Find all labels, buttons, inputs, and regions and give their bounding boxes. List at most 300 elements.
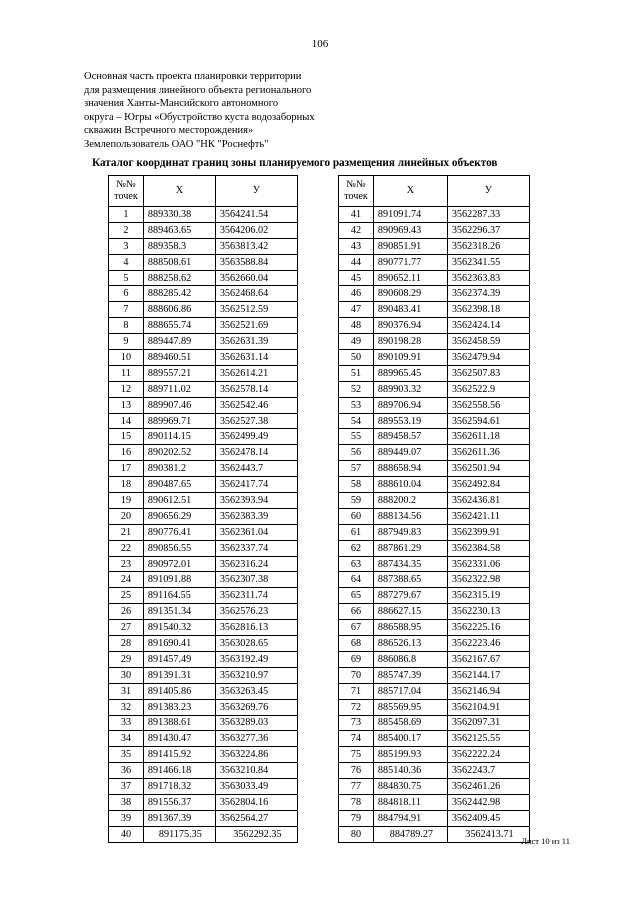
x-coordinate-cell: 888508.61 xyxy=(143,254,215,270)
y-coordinate-cell: 3562443.7 xyxy=(215,461,297,477)
point-number-cell: 79 xyxy=(339,810,374,826)
point-number-cell: 17 xyxy=(109,461,144,477)
y-coordinate-cell: 3562576.23 xyxy=(215,604,297,620)
x-coordinate-cell: 890198.28 xyxy=(373,334,447,350)
table-row xyxy=(109,763,298,779)
header-line: Основная часть проекта планировки территории xyxy=(84,71,302,82)
table-row xyxy=(109,461,298,477)
point-number-cell: 31 xyxy=(109,683,144,699)
table-row xyxy=(109,651,298,667)
x-coordinate-cell: 891718.32 xyxy=(143,779,215,795)
table-row xyxy=(109,477,298,493)
table-row xyxy=(109,524,298,540)
x-coordinate-cell: 889447.89 xyxy=(143,334,215,350)
table-row xyxy=(339,477,530,493)
table-row xyxy=(109,620,298,636)
point-number-cell: 39 xyxy=(109,810,144,826)
y-coordinate-cell: 3562146.94 xyxy=(447,683,529,699)
x-coordinate-cell: 891367.39 xyxy=(143,810,215,826)
point-number-cell: 24 xyxy=(109,572,144,588)
table-row xyxy=(339,207,530,223)
column-header-x: X xyxy=(373,176,447,207)
point-number-cell: 21 xyxy=(109,524,144,540)
point-number-cell: 70 xyxy=(339,667,374,683)
x-coordinate-cell: 888200.2 xyxy=(373,493,447,509)
point-number-cell: 69 xyxy=(339,651,374,667)
x-coordinate-cell: 891091.74 xyxy=(373,207,447,223)
table-row xyxy=(109,699,298,715)
x-coordinate-cell: 889711.02 xyxy=(143,381,215,397)
x-coordinate-cell: 891540.32 xyxy=(143,620,215,636)
x-coordinate-cell: 884794.91 xyxy=(373,810,447,826)
y-coordinate-cell: 3562614.21 xyxy=(215,365,297,381)
document-header xyxy=(84,70,384,152)
point-number-cell: 78 xyxy=(339,794,374,810)
y-coordinate-cell: 3562436.81 xyxy=(447,493,529,509)
x-coordinate-cell: 886086.8 xyxy=(373,651,447,667)
point-number-cell: 60 xyxy=(339,508,374,524)
table-row xyxy=(339,651,530,667)
x-coordinate-cell: 891415.92 xyxy=(143,747,215,763)
x-coordinate-cell: 890771.77 xyxy=(373,254,447,270)
y-coordinate-cell: 3562478.14 xyxy=(215,445,297,461)
x-coordinate-cell: 889449.07 xyxy=(373,445,447,461)
point-number-cell: 49 xyxy=(339,334,374,350)
point-number-cell: 3 xyxy=(109,238,144,254)
point-number-cell: 34 xyxy=(109,731,144,747)
table-row xyxy=(109,636,298,652)
point-number-cell: 46 xyxy=(339,286,374,302)
x-coordinate-cell: 890851.91 xyxy=(373,238,447,254)
table-row xyxy=(339,779,530,795)
point-number-cell: 9 xyxy=(109,334,144,350)
x-coordinate-cell: 884818.11 xyxy=(373,794,447,810)
y-coordinate-cell: 3562225.16 xyxy=(447,620,529,636)
point-number-cell: 51 xyxy=(339,365,374,381)
column-header-point-number: №№ точек xyxy=(339,176,374,207)
y-coordinate-cell: 3562393.94 xyxy=(215,493,297,509)
x-coordinate-cell: 890487.65 xyxy=(143,477,215,493)
table-row xyxy=(109,222,298,238)
table-row xyxy=(109,286,298,302)
table-row xyxy=(109,270,298,286)
y-coordinate-cell: 3562417.74 xyxy=(215,477,297,493)
table-row xyxy=(109,254,298,270)
point-number-cell: 7 xyxy=(109,302,144,318)
header-line: для размещения линейного объекта регионального xyxy=(84,84,312,96)
point-number-cell: 53 xyxy=(339,397,374,413)
point-number-cell: 4 xyxy=(109,254,144,270)
x-coordinate-cell: 891164.55 xyxy=(143,588,215,604)
y-coordinate-cell: 3562296.37 xyxy=(447,222,529,238)
point-number-cell: 80 xyxy=(339,826,374,842)
x-coordinate-cell: 885199.93 xyxy=(373,747,447,763)
x-coordinate-cell: 888134.56 xyxy=(373,508,447,524)
x-coordinate-cell: 887861.29 xyxy=(373,540,447,556)
y-coordinate-cell: 3564241.54 xyxy=(215,207,297,223)
point-number-cell: 11 xyxy=(109,365,144,381)
y-coordinate-cell: 3562442.98 xyxy=(447,794,529,810)
x-coordinate-cell: 891457.49 xyxy=(143,651,215,667)
point-number-cell: 76 xyxy=(339,763,374,779)
page-footer: Лист 10 из 11 xyxy=(521,836,570,846)
table-row xyxy=(339,270,530,286)
table-row xyxy=(109,493,298,509)
x-coordinate-cell: 890656.29 xyxy=(143,508,215,524)
point-number-cell: 20 xyxy=(109,508,144,524)
table-row xyxy=(339,238,530,254)
point-number-cell: 61 xyxy=(339,524,374,540)
x-coordinate-cell: 890652.11 xyxy=(373,270,447,286)
table-row xyxy=(109,588,298,604)
table-row xyxy=(109,604,298,620)
x-coordinate-cell: 890202.52 xyxy=(143,445,215,461)
point-number-cell: 54 xyxy=(339,413,374,429)
table-row xyxy=(339,350,530,366)
x-coordinate-cell: 885569.95 xyxy=(373,699,447,715)
y-coordinate-cell: 3562341.55 xyxy=(447,254,529,270)
point-number-cell: 52 xyxy=(339,381,374,397)
x-coordinate-cell: 886627.15 xyxy=(373,604,447,620)
table-row xyxy=(109,683,298,699)
y-coordinate-cell: 3562804.16 xyxy=(215,794,297,810)
y-coordinate-cell: 3562316.24 xyxy=(215,556,297,572)
header-line: округа – Югры «Обустройство куста водозаборных xyxy=(84,111,315,123)
y-coordinate-cell: 3562424.14 xyxy=(447,318,529,334)
point-number-cell: 42 xyxy=(339,222,374,238)
x-coordinate-cell: 891391.31 xyxy=(143,667,215,683)
y-coordinate-cell: 3563269.76 xyxy=(215,699,297,715)
point-number-cell: 45 xyxy=(339,270,374,286)
x-coordinate-cell: 889969.71 xyxy=(143,413,215,429)
x-coordinate-cell: 891091.88 xyxy=(143,572,215,588)
point-number-cell: 48 xyxy=(339,318,374,334)
point-number-cell: 15 xyxy=(109,429,144,445)
x-coordinate-cell: 891430.47 xyxy=(143,731,215,747)
x-coordinate-cell: 890972.01 xyxy=(143,556,215,572)
table-row xyxy=(339,731,530,747)
table-row xyxy=(109,508,298,524)
x-coordinate-cell: 891388.61 xyxy=(143,715,215,731)
x-coordinate-cell: 889557.21 xyxy=(143,365,215,381)
point-number-cell: 63 xyxy=(339,556,374,572)
point-number-cell: 77 xyxy=(339,779,374,795)
point-number-cell: 75 xyxy=(339,747,374,763)
header-line: значения Ханты-Мансийского автономного xyxy=(84,98,279,110)
table-row xyxy=(339,572,530,588)
point-number-cell: 47 xyxy=(339,302,374,318)
x-coordinate-cell: 889907.46 xyxy=(143,397,215,413)
x-coordinate-cell: 884789.27 xyxy=(373,826,447,842)
table-row xyxy=(339,334,530,350)
y-coordinate-cell: 3562292.35 xyxy=(215,826,297,842)
y-coordinate-cell: 3562558.56 xyxy=(447,397,529,413)
header-line: скважин Встречного месторождения» xyxy=(84,125,254,137)
point-number-cell: 65 xyxy=(339,588,374,604)
table-row xyxy=(339,445,530,461)
table-row xyxy=(109,207,298,223)
x-coordinate-cell: 889458.57 xyxy=(373,429,447,445)
table-row xyxy=(109,365,298,381)
table-row xyxy=(109,572,298,588)
point-number-cell: 64 xyxy=(339,572,374,588)
table-row xyxy=(339,365,530,381)
point-number-cell: 16 xyxy=(109,445,144,461)
table-row xyxy=(109,302,298,318)
table-row xyxy=(109,318,298,334)
y-coordinate-cell: 3562564.27 xyxy=(215,810,297,826)
table-row xyxy=(109,350,298,366)
y-coordinate-cell: 3562222.24 xyxy=(447,747,529,763)
y-coordinate-cell: 3562322.98 xyxy=(447,572,529,588)
column-header-y: У xyxy=(215,176,297,207)
point-number-cell: 59 xyxy=(339,493,374,509)
point-number-cell: 32 xyxy=(109,699,144,715)
point-number-cell: 19 xyxy=(109,493,144,509)
y-coordinate-cell: 3562542.46 xyxy=(215,397,297,413)
table-row xyxy=(339,302,530,318)
point-number-cell: 55 xyxy=(339,429,374,445)
point-number-cell: 29 xyxy=(109,651,144,667)
table-row xyxy=(109,445,298,461)
x-coordinate-cell: 889706.94 xyxy=(373,397,447,413)
x-coordinate-cell: 891351.34 xyxy=(143,604,215,620)
table-row xyxy=(339,540,530,556)
table-row xyxy=(109,715,298,731)
table-row xyxy=(339,763,530,779)
table-row xyxy=(109,413,298,429)
y-coordinate-cell: 3562458.59 xyxy=(447,334,529,350)
x-coordinate-cell: 890114.15 xyxy=(143,429,215,445)
x-coordinate-cell: 885717.04 xyxy=(373,683,447,699)
y-coordinate-cell: 3562578.14 xyxy=(215,381,297,397)
y-coordinate-cell: 3562611.36 xyxy=(447,445,529,461)
x-coordinate-cell: 889463.65 xyxy=(143,222,215,238)
coordinates-table-left xyxy=(108,175,298,843)
y-coordinate-cell: 3563210.97 xyxy=(215,667,297,683)
table-row xyxy=(109,794,298,810)
table-row xyxy=(339,636,530,652)
x-coordinate-cell: 891466.18 xyxy=(143,763,215,779)
table-row xyxy=(339,413,530,429)
table-row xyxy=(109,667,298,683)
table-row xyxy=(109,238,298,254)
y-coordinate-cell: 3562527.38 xyxy=(215,413,297,429)
point-number-cell: 56 xyxy=(339,445,374,461)
column-header-y: У xyxy=(447,176,529,207)
point-number-cell: 43 xyxy=(339,238,374,254)
table-row xyxy=(339,715,530,731)
x-coordinate-cell: 886526.13 xyxy=(373,636,447,652)
point-number-cell: 62 xyxy=(339,540,374,556)
y-coordinate-cell: 3562507.83 xyxy=(447,365,529,381)
table-row xyxy=(339,810,530,826)
point-number-cell: 57 xyxy=(339,461,374,477)
point-number-cell: 2 xyxy=(109,222,144,238)
table-row xyxy=(109,779,298,795)
point-number-cell: 23 xyxy=(109,556,144,572)
y-coordinate-cell: 3562167.67 xyxy=(447,651,529,667)
table-row xyxy=(339,461,530,477)
y-coordinate-cell: 3562409.45 xyxy=(447,810,529,826)
x-coordinate-cell: 888655.74 xyxy=(143,318,215,334)
y-coordinate-cell: 3563210.84 xyxy=(215,763,297,779)
y-coordinate-cell: 3562331.06 xyxy=(447,556,529,572)
table-row xyxy=(339,794,530,810)
y-coordinate-cell: 3562383.39 xyxy=(215,508,297,524)
x-coordinate-cell: 890109.91 xyxy=(373,350,447,366)
table-row xyxy=(339,222,530,238)
table-header-row xyxy=(109,176,298,207)
y-coordinate-cell: 3563028.65 xyxy=(215,636,297,652)
y-coordinate-cell: 3562461.26 xyxy=(447,779,529,795)
x-coordinate-cell: 889460.51 xyxy=(143,350,215,366)
point-number-cell: 72 xyxy=(339,699,374,715)
y-coordinate-cell: 3562660.04 xyxy=(215,270,297,286)
x-coordinate-cell: 890969.43 xyxy=(373,222,447,238)
coordinates-table-right xyxy=(338,175,530,843)
y-coordinate-cell: 3562311.74 xyxy=(215,588,297,604)
y-coordinate-cell: 3563277.36 xyxy=(215,731,297,747)
point-number-cell: 25 xyxy=(109,588,144,604)
y-coordinate-cell: 3563192.49 xyxy=(215,651,297,667)
y-coordinate-cell: 3562631.14 xyxy=(215,350,297,366)
y-coordinate-cell: 3562501.94 xyxy=(447,461,529,477)
y-coordinate-cell: 3562361.04 xyxy=(215,524,297,540)
x-coordinate-cell: 887279.67 xyxy=(373,588,447,604)
point-number-cell: 73 xyxy=(339,715,374,731)
x-coordinate-cell: 885400.17 xyxy=(373,731,447,747)
point-number-cell: 71 xyxy=(339,683,374,699)
x-coordinate-cell: 889358.3 xyxy=(143,238,215,254)
x-coordinate-cell: 891405.86 xyxy=(143,683,215,699)
header-line: Землепользователь ОАО "НК "Роснефть" xyxy=(84,138,269,150)
y-coordinate-cell: 3562399.91 xyxy=(447,524,529,540)
y-coordinate-cell: 3562315.19 xyxy=(447,588,529,604)
x-coordinate-cell: 885747.39 xyxy=(373,667,447,683)
point-number-cell: 66 xyxy=(339,604,374,620)
table-row xyxy=(339,397,530,413)
point-number-cell: 50 xyxy=(339,350,374,366)
y-coordinate-cell: 3562230.13 xyxy=(447,604,529,620)
point-number-cell: 14 xyxy=(109,413,144,429)
table-header-row xyxy=(339,176,530,207)
table-row xyxy=(339,667,530,683)
point-number-cell: 22 xyxy=(109,540,144,556)
table-row xyxy=(339,683,530,699)
table-row xyxy=(109,810,298,826)
point-number-cell: 68 xyxy=(339,636,374,652)
table-row xyxy=(339,588,530,604)
table-row xyxy=(339,381,530,397)
y-coordinate-cell: 3562243.7 xyxy=(447,763,529,779)
x-coordinate-cell: 890483.41 xyxy=(373,302,447,318)
y-coordinate-cell: 3562287.33 xyxy=(447,207,529,223)
y-coordinate-cell: 3562337.74 xyxy=(215,540,297,556)
x-coordinate-cell: 887434.35 xyxy=(373,556,447,572)
table-row xyxy=(339,699,530,715)
y-coordinate-cell: 3562104.91 xyxy=(447,699,529,715)
y-coordinate-cell: 3562363.83 xyxy=(447,270,529,286)
x-coordinate-cell: 889330.38 xyxy=(143,207,215,223)
table-row xyxy=(339,286,530,302)
x-coordinate-cell: 889965.45 xyxy=(373,365,447,381)
y-coordinate-cell: 3563588.84 xyxy=(215,254,297,270)
point-number-cell: 18 xyxy=(109,477,144,493)
table-row xyxy=(109,334,298,350)
table-row xyxy=(339,524,530,540)
y-coordinate-cell: 3562468.64 xyxy=(215,286,297,302)
x-coordinate-cell: 887949.83 xyxy=(373,524,447,540)
x-coordinate-cell: 890856.55 xyxy=(143,540,215,556)
table-row xyxy=(109,826,298,842)
y-coordinate-cell: 3564206.02 xyxy=(215,222,297,238)
point-number-cell: 36 xyxy=(109,763,144,779)
x-coordinate-cell: 889553.19 xyxy=(373,413,447,429)
point-number-cell: 44 xyxy=(339,254,374,270)
point-number-cell: 28 xyxy=(109,636,144,652)
table-row xyxy=(339,254,530,270)
x-coordinate-cell: 890376.94 xyxy=(373,318,447,334)
column-header-x: X xyxy=(143,176,215,207)
x-coordinate-cell: 886588.95 xyxy=(373,620,447,636)
x-coordinate-cell: 888258.62 xyxy=(143,270,215,286)
table-row xyxy=(339,493,530,509)
point-number-cell: 26 xyxy=(109,604,144,620)
point-number-cell: 40 xyxy=(109,826,144,842)
x-coordinate-cell: 891556.37 xyxy=(143,794,215,810)
x-coordinate-cell: 888285.42 xyxy=(143,286,215,302)
table-row xyxy=(109,731,298,747)
table-row xyxy=(339,826,530,842)
y-coordinate-cell: 3562522.9 xyxy=(447,381,529,397)
x-coordinate-cell: 885458.69 xyxy=(373,715,447,731)
y-coordinate-cell: 3562512.59 xyxy=(215,302,297,318)
point-number-cell: 6 xyxy=(109,286,144,302)
point-number-cell: 67 xyxy=(339,620,374,636)
table-row xyxy=(109,747,298,763)
page-number: 106 xyxy=(311,38,329,50)
y-coordinate-cell: 3563813.42 xyxy=(215,238,297,254)
y-coordinate-cell: 3562499.49 xyxy=(215,429,297,445)
x-coordinate-cell: 891690.41 xyxy=(143,636,215,652)
y-coordinate-cell: 3562816.13 xyxy=(215,620,297,636)
y-coordinate-cell: 3563263.45 xyxy=(215,683,297,699)
y-coordinate-cell: 3562398.18 xyxy=(447,302,529,318)
y-coordinate-cell: 3562479.94 xyxy=(447,350,529,366)
table-row xyxy=(339,429,530,445)
y-coordinate-cell: 3563289.03 xyxy=(215,715,297,731)
point-number-cell: 58 xyxy=(339,477,374,493)
y-coordinate-cell: 3562594.61 xyxy=(447,413,529,429)
point-number-cell: 8 xyxy=(109,318,144,334)
table-row xyxy=(339,747,530,763)
column-header-point-number: №№ точек xyxy=(109,176,144,207)
table-row xyxy=(339,556,530,572)
point-number-cell: 10 xyxy=(109,350,144,366)
x-coordinate-cell: 889903.32 xyxy=(373,381,447,397)
x-coordinate-cell: 891175.35 xyxy=(143,826,215,842)
point-number-cell: 27 xyxy=(109,620,144,636)
catalog-title: Каталог координат границ зоны планируемого размещения линейных объектов xyxy=(92,157,498,169)
table-row xyxy=(339,604,530,620)
y-coordinate-cell: 3562492.84 xyxy=(447,477,529,493)
y-coordinate-cell: 3562318.26 xyxy=(447,238,529,254)
point-number-cell: 41 xyxy=(339,207,374,223)
table-row xyxy=(109,397,298,413)
point-number-cell: 35 xyxy=(109,747,144,763)
point-number-cell: 33 xyxy=(109,715,144,731)
